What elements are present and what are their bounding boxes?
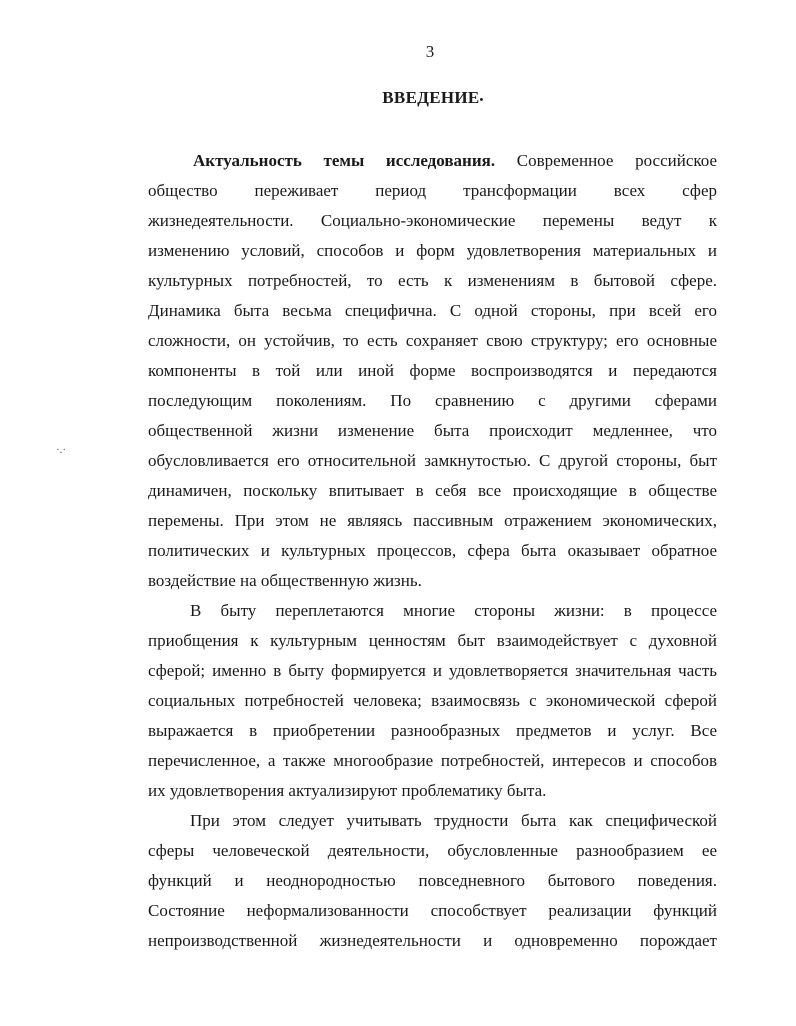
paragraph-2-line: социальных потребностей человека; взаимосвязь с экономической сферой	[148, 691, 717, 710]
margin-mark: ·.·	[56, 444, 67, 456]
paragraph-3-line: функций и неоднородностью повседневного бытового поведения.	[148, 871, 717, 890]
paragraph-1-line: жизнедеятельности. Социально-экономические перемены ведут к	[148, 211, 717, 230]
paragraph-1-line: общественной жизни изменение быта происходит медленнее, что	[148, 421, 717, 440]
paragraph-1-line: изменению условий, способов и форм удовлетворения материальных и	[148, 241, 717, 260]
paragraph-1-line-last: воздействие на общественную жизнь.	[148, 571, 422, 590]
paragraph-1-line: Динамика быта весьма специфична. С одной стороны, при всей его	[148, 301, 717, 320]
paragraph-3-line: непроизводственной жизнедеятельности и одновременно порождает	[148, 931, 717, 950]
paragraph-2-line: перечисленное, а также многообразие потребностей, интересов и способов	[148, 751, 717, 770]
intro-first-line-rest: Современное российское	[516, 151, 717, 170]
paragraph-3-line-1: При этом следует учитывать трудности быта как специфической	[190, 811, 717, 830]
paragraph-1-line: обусловливается его относительной замкнутостью. С другой стороны, быт	[148, 451, 717, 470]
page-number: 3	[425, 42, 435, 61]
body-text	[148, 146, 717, 956]
paragraph-3-line: сферы человеческой деятельности, обусловленные разнообразием ее	[148, 841, 717, 860]
page-title	[0, 88, 796, 108]
paragraph-1-line-1	[148, 146, 717, 176]
paragraph-1-line: сложности, он устойчив, то есть сохраняет свою структуру; его основные	[148, 331, 717, 350]
paragraph-1-line: культурных потребностей, то есть к изменениям в бытовой сфере.	[148, 271, 717, 290]
paragraph-1-line: последующим поколениям. По сравнению с другими сферами	[148, 391, 717, 410]
paragraph-3-line: Состояние неформализованности способствует реализации функций	[148, 901, 717, 920]
title-text: ВВЕДЕНИЕ	[382, 88, 480, 107]
paragraph-1-line: общество переживает период трансформации всех сфер	[148, 181, 717, 200]
paragraph-2-line: сферой; именно в быту формируется и удовлетворяется значительная часть	[148, 661, 717, 680]
paragraph-1-line: перемены. При этом не являясь пассивным отражением экономических,	[148, 511, 717, 530]
paragraph-1-line: компоненты в той или иной форме воспроизводятся и передаются	[148, 361, 717, 380]
title-mark: •	[479, 94, 484, 106]
paragraph-2-line-last: их удовлетворения актуализируют проблематику быта.	[148, 781, 547, 800]
paragraph-2-line: приобщения к культурным ценностям быт взаимодействует с духовной	[148, 631, 717, 650]
intro-heading: Актуальность темы исследования.	[193, 151, 496, 170]
paragraph-2-line-1: В быту переплетаются многие стороны жизни: в процессе	[190, 601, 717, 620]
paragraph-1-line: динамичен, поскольку впитывает в себя все происходящие в обществе	[148, 481, 717, 500]
paragraph-2-line: выражается в приобретении разнообразных предметов и услуг. Все	[148, 721, 717, 740]
paragraph-1-line: политических и культурных процессов, сфера быта оказывает обратное	[148, 541, 717, 560]
